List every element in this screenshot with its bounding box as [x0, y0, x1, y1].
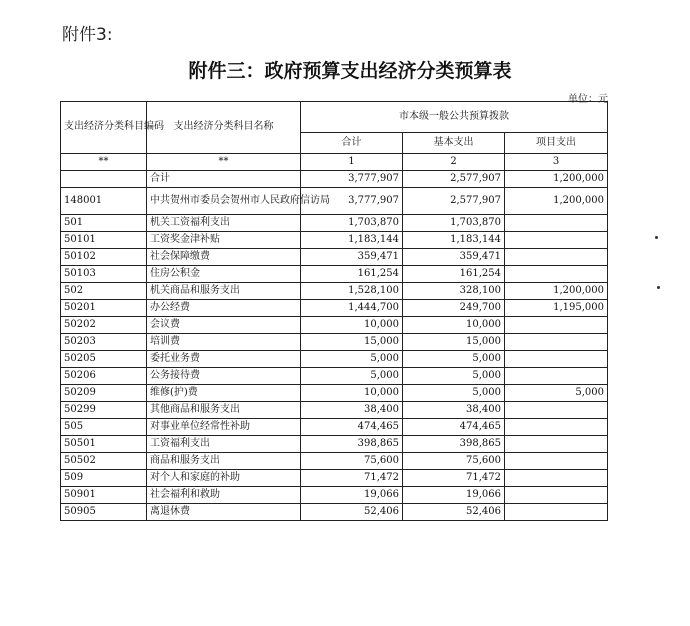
- row-name: 工资奖金津补贴: [147, 232, 301, 249]
- row-name: 对个人和家庭的补助: [147, 470, 301, 487]
- row-total: 75,600: [301, 453, 403, 470]
- page-title: 附件三：政府预算支出经济分类预算表: [188, 60, 512, 82]
- row-name: 其他商品和服务支出: [147, 402, 301, 419]
- row-basic: 38,400: [403, 402, 505, 419]
- row-name: 中共贺州市委员会贺州市人民政府信访局: [147, 188, 301, 215]
- row-basic: 249,700: [403, 300, 505, 317]
- row-project: [505, 249, 608, 266]
- row-total: 1,183,144: [301, 232, 403, 249]
- header-budget-group: 市本级一般公共预算拨款: [301, 102, 608, 133]
- table-row: [61, 300, 608, 317]
- row-total: 1,528,100: [301, 283, 403, 300]
- table-row: [61, 334, 608, 351]
- row-project: [505, 368, 608, 385]
- row-name: 合计: [147, 171, 301, 188]
- row-basic: 15,000: [403, 334, 505, 351]
- row-project: [505, 334, 608, 351]
- header-project: 项目支出: [505, 133, 608, 154]
- table-row: [61, 283, 608, 300]
- row-project: 1,195,000: [505, 300, 608, 317]
- row-code: 148001: [61, 188, 147, 215]
- row-basic: 474,465: [403, 419, 505, 436]
- row-name: 公务接待费: [147, 368, 301, 385]
- row-code: 50103: [61, 266, 147, 283]
- row-code: 505: [61, 419, 147, 436]
- row-code: 50905: [61, 504, 147, 521]
- row-code: 50203: [61, 334, 147, 351]
- table-row: [61, 402, 608, 419]
- row-name: 委托业务费: [147, 351, 301, 368]
- index-basic: 2: [403, 154, 505, 171]
- row-name: 机关工资福利支出: [147, 215, 301, 232]
- table-row: [61, 453, 608, 470]
- index-project: 3: [505, 154, 608, 171]
- row-code: [61, 171, 147, 188]
- row-basic: 328,100: [403, 283, 505, 300]
- row-basic: 10,000: [403, 317, 505, 334]
- row-basic: 5,000: [403, 385, 505, 402]
- row-code: 50299: [61, 402, 147, 419]
- row-code: 50205: [61, 351, 147, 368]
- row-basic: 2,577,907: [403, 171, 505, 188]
- scan-speck: [657, 286, 660, 289]
- row-project: [505, 351, 608, 368]
- row-project: [505, 487, 608, 504]
- row-project: [505, 402, 608, 419]
- row-code: 50206: [61, 368, 147, 385]
- table-row: [61, 436, 608, 453]
- table-row: [61, 232, 608, 249]
- row-name: 商品和服务支出: [147, 453, 301, 470]
- row-total: 3,777,907: [301, 171, 403, 188]
- row-code: 50209: [61, 385, 147, 402]
- table-row: [61, 317, 608, 334]
- row-code: 509: [61, 470, 147, 487]
- row-total: 19,066: [301, 487, 403, 504]
- header-code: 支出经济分类科目编码: [61, 102, 147, 154]
- row-project: [505, 470, 608, 487]
- row-name: 离退休费: [147, 504, 301, 521]
- row-project: [505, 419, 608, 436]
- row-total: 3,777,907: [301, 188, 403, 215]
- row-project: [505, 504, 608, 521]
- budget-table: [60, 101, 608, 521]
- table-row: [61, 266, 608, 283]
- row-name: 机关商品和服务支出: [147, 283, 301, 300]
- row-total: 38,400: [301, 402, 403, 419]
- row-total: 10,000: [301, 317, 403, 334]
- unit-label: 单位：元: [568, 94, 608, 105]
- row-name: 培训费: [147, 334, 301, 351]
- row-total: 71,472: [301, 470, 403, 487]
- row-project: [505, 436, 608, 453]
- row-total: 52,406: [301, 504, 403, 521]
- header-basic: 基本支出: [403, 133, 505, 154]
- table-row: [61, 249, 608, 266]
- table-row: [61, 351, 608, 368]
- row-code: 50101: [61, 232, 147, 249]
- row-project: [505, 215, 608, 232]
- row-name: 住房公积金: [147, 266, 301, 283]
- table-row: [61, 171, 608, 188]
- row-code: 501: [61, 215, 147, 232]
- row-basic: 2,577,907: [403, 188, 505, 215]
- attachment-label: 附件3:: [62, 25, 113, 45]
- row-project: 1,200,000: [505, 171, 608, 188]
- row-project: [505, 317, 608, 334]
- row-name: 会议费: [147, 317, 301, 334]
- header-total: 合计: [301, 133, 403, 154]
- row-project: [505, 266, 608, 283]
- row-total: 5,000: [301, 351, 403, 368]
- table-row: [61, 419, 608, 436]
- header-row-group: [61, 102, 608, 133]
- row-basic: 1,703,870: [403, 215, 505, 232]
- row-total: 15,000: [301, 334, 403, 351]
- row-basic: 398,865: [403, 436, 505, 453]
- header-row-index: [61, 154, 608, 171]
- row-total: 1,703,870: [301, 215, 403, 232]
- row-total: 161,254: [301, 266, 403, 283]
- row-code: 50502: [61, 453, 147, 470]
- row-project: 1,200,000: [505, 283, 608, 300]
- row-name: 工资福利支出: [147, 436, 301, 453]
- row-total: 474,465: [301, 419, 403, 436]
- row-total: 359,471: [301, 249, 403, 266]
- row-name: 办公经费: [147, 300, 301, 317]
- row-name: 对事业单位经常性补助: [147, 419, 301, 436]
- row-code: 50501: [61, 436, 147, 453]
- row-basic: 1,183,144: [403, 232, 505, 249]
- row-code: 50202: [61, 317, 147, 334]
- row-basic: 161,254: [403, 266, 505, 283]
- index-total: 1: [301, 154, 403, 171]
- row-project: [505, 453, 608, 470]
- row-name: 维修(护)费: [147, 385, 301, 402]
- table-row: [61, 215, 608, 232]
- row-total: 10,000: [301, 385, 403, 402]
- row-code: 50901: [61, 487, 147, 504]
- row-basic: 75,600: [403, 453, 505, 470]
- header-name: 支出经济分类科目名称: [147, 102, 301, 154]
- row-basic: 5,000: [403, 368, 505, 385]
- row-basic: 19,066: [403, 487, 505, 504]
- row-basic: 52,406: [403, 504, 505, 521]
- row-project: 5,000: [505, 385, 608, 402]
- table-row: [61, 385, 608, 402]
- row-name: 社会保障缴费: [147, 249, 301, 266]
- table-row: [61, 188, 608, 215]
- row-basic: 71,472: [403, 470, 505, 487]
- table-row: [61, 368, 608, 385]
- table-row: [61, 470, 608, 487]
- row-basic: 5,000: [403, 351, 505, 368]
- row-basic: 359,471: [403, 249, 505, 266]
- table-row: [61, 487, 608, 504]
- row-project: 1,200,000: [505, 188, 608, 215]
- row-total: 5,000: [301, 368, 403, 385]
- row-name: 社会福利和救助: [147, 487, 301, 504]
- row-code: 50102: [61, 249, 147, 266]
- row-total: 1,444,700: [301, 300, 403, 317]
- row-project: [505, 232, 608, 249]
- row-code: 50201: [61, 300, 147, 317]
- table-row: [61, 504, 608, 521]
- index-code: **: [61, 154, 147, 171]
- row-code: 502: [61, 283, 147, 300]
- row-total: 398,865: [301, 436, 403, 453]
- scan-speck: [655, 236, 658, 239]
- index-name: **: [147, 154, 301, 171]
